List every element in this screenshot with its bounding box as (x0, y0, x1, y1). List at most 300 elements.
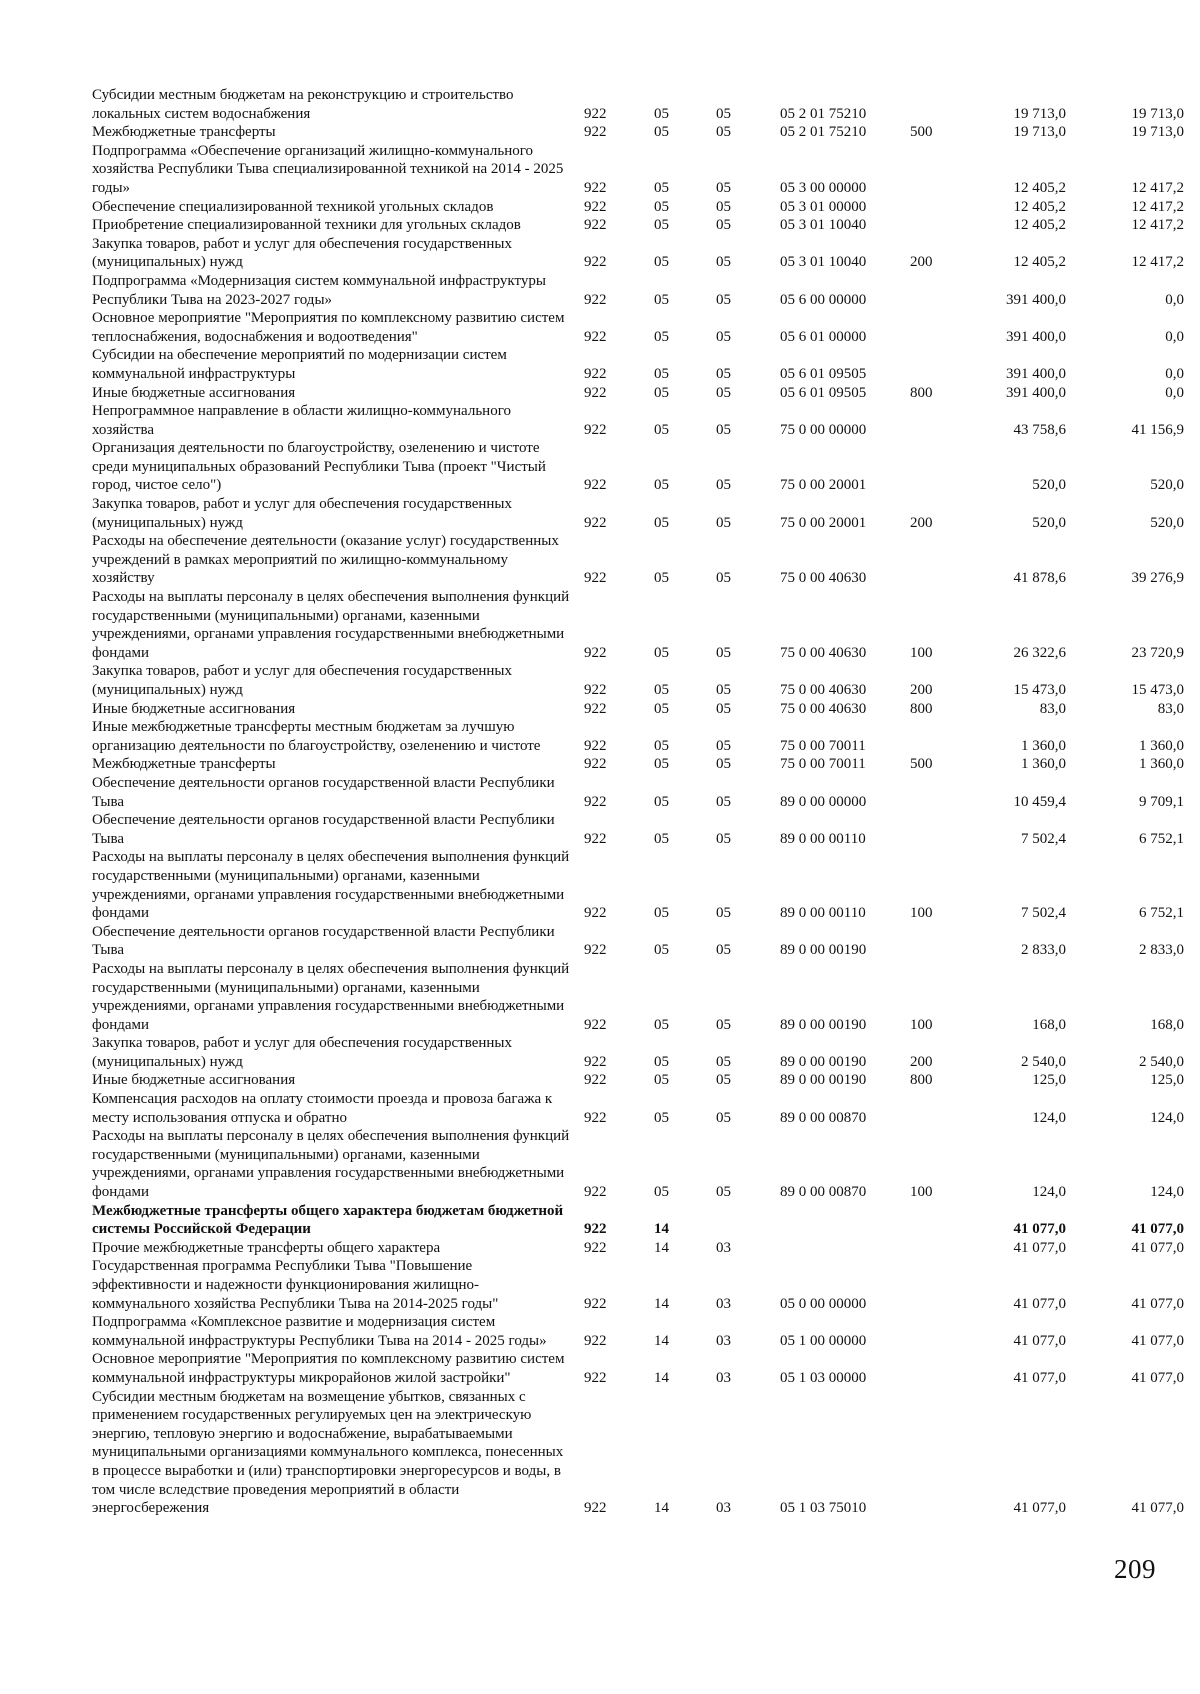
code-expense-type (910, 811, 956, 848)
code-expense-type (910, 402, 956, 439)
amount-year-2: 41 077,0 (1131, 1332, 1184, 1349)
table-row (92, 1127, 1192, 1201)
row-description: Иные бюджетные ассигнования (92, 1072, 296, 1089)
amount-year-1: 124,0 (1032, 1109, 1066, 1126)
code-expense-type (910, 1239, 956, 1258)
code-target-article: 89 0 00 00870 (780, 1109, 867, 1126)
table-row (92, 923, 1192, 960)
code-subsection: 05 (716, 756, 731, 773)
code-expense-type (910, 142, 956, 198)
row-description: Расходы на обеспечение деятельности (оказание услуг) государственных учреждений в рамках мероприятий по жилищно-коммунальному хозяйству (92, 533, 559, 587)
code-expense-type (910, 346, 956, 383)
code-subsection: 05 (716, 682, 731, 698)
row-description: Расходы на выплаты персоналу в целях обеспечения выполнения функций государственными (муниципальными) органами, казенными учреждениями, органами управления государственными внебюджетными фондами (92, 960, 570, 1033)
code-target-article: 05 3 01 00000 (780, 198, 867, 215)
code-expense-type: 100 (910, 1016, 933, 1033)
code-subsection: 05 (716, 700, 731, 717)
code-grbs: 922 (584, 514, 607, 531)
table-row (92, 439, 1192, 495)
amount-year-1: 391 400,0 (1006, 365, 1066, 382)
code-expense-type: 800 (910, 384, 933, 401)
amount-year-1: 15 473,0 (1013, 682, 1066, 698)
row-description: Обеспечение специализированной техникой угольных складов (92, 198, 494, 215)
amount-year-2: 2 833,0 (1139, 942, 1184, 959)
table-row (92, 1034, 1192, 1071)
amount-year-1: 124,0 (1032, 1184, 1066, 1201)
row-description: Субсидии местным бюджетам на возмещение убытков, связанных с применением государственных регулируемых цен на электрическую энергию, тепловую энергию и водоснабжение, вырабатываемыми муниципальными организациями коммунального комплекса, понесенных в процессе выработки и (или) транспортировки энергоресурсов и воды, в том числе вследствие проведения мероприятий в области энергосбережения (92, 1388, 564, 1517)
code-subsection: 05 (716, 124, 731, 141)
table-row (92, 402, 1192, 439)
amount-year-2: 41 077,0 (1131, 1221, 1184, 1238)
row-description: Организация деятельности по благоустройству, озеленению и чистоте среди муниципальных образований Республики Тыва (проект "Чистый город, чистое село") (92, 440, 546, 494)
code-section: 05 (654, 1109, 669, 1126)
code-expense-type (910, 1090, 956, 1127)
code-target-article: 75 0 00 20001 (780, 477, 867, 494)
row-description: Обеспечение деятельности органов государственной власти Республики Тыва (92, 812, 555, 847)
code-section: 05 (654, 905, 669, 922)
code-expense-type (910, 216, 956, 235)
code-section: 05 (654, 365, 669, 382)
amount-year-2: 12 417,2 (1131, 179, 1184, 196)
row-description: Закупка товаров, работ и услуг для обеспечения государственных (муниципальных) нужд (92, 235, 513, 271)
code-expense-type: 100 (910, 644, 933, 661)
amount-year-2: 0,0 (1165, 328, 1184, 345)
table-row (92, 755, 1192, 774)
code-subsection: 05 (716, 1053, 731, 1070)
code-subsection: 05 (716, 793, 731, 810)
amount-year-2: 0,0 (1165, 384, 1184, 401)
code-expense-type: 800 (910, 1072, 933, 1089)
code-target-article: 89 0 00 00110 (780, 830, 866, 847)
table-row (92, 198, 1192, 217)
code-subsection: 05 (716, 254, 731, 271)
table-row (92, 1239, 1192, 1258)
code-target-article: 05 6 01 00000 (780, 328, 867, 345)
amount-year-2: 12 417,2 (1131, 217, 1184, 234)
code-expense-type: 100 (910, 905, 933, 922)
code-expense-type (910, 1350, 956, 1387)
amount-year-2: 12 417,2 (1131, 198, 1184, 215)
amount-year-1: 7 502,4 (1021, 905, 1066, 922)
code-grbs: 922 (584, 328, 607, 345)
code-section: 14 (654, 1500, 669, 1517)
table-row (92, 272, 1192, 309)
code-grbs: 922 (584, 124, 607, 141)
code-expense-type (910, 1257, 956, 1313)
code-grbs: 922 (584, 421, 607, 438)
amount-year-2: 41 077,0 (1131, 1369, 1184, 1386)
code-grbs: 922 (584, 365, 607, 382)
code-subsection: 03 (716, 1332, 731, 1349)
code-grbs: 922 (584, 1332, 607, 1349)
code-subsection: 03 (716, 1500, 731, 1517)
code-expense-type (910, 1313, 956, 1350)
code-expense-type: 100 (910, 1184, 933, 1201)
row-description: Обеспечение деятельности органов государственной власти Республики Тыва (92, 774, 555, 810)
amount-year-1: 391 400,0 (1006, 328, 1066, 345)
code-subsection: 05 (716, 179, 731, 196)
amount-year-2: 41 077,0 (1131, 1295, 1184, 1312)
code-expense-type (910, 532, 956, 588)
amount-year-1: 7 502,4 (1021, 830, 1066, 847)
code-section: 05 (654, 737, 669, 754)
table-row (92, 346, 1192, 383)
amount-year-2: 520,0 (1150, 514, 1184, 531)
code-subsection: 03 (716, 1295, 731, 1312)
code-expense-type: 800 (910, 700, 933, 717)
code-target-article (768, 1239, 910, 1258)
code-expense-type: 200 (910, 1053, 933, 1070)
code-grbs: 922 (584, 198, 607, 215)
code-expense-type (910, 923, 956, 960)
code-section: 14 (654, 1369, 669, 1386)
code-grbs: 922 (584, 1072, 607, 1089)
table-row (92, 700, 1192, 719)
code-target-article: 75 0 00 20001 (780, 514, 867, 531)
code-target-article: 05 3 01 10040 (780, 254, 867, 271)
table-row (92, 216, 1192, 235)
code-expense-type (910, 1388, 956, 1518)
amount-year-1: 41 077,0 (1013, 1369, 1066, 1386)
code-target-article: 75 0 00 40630 (780, 644, 867, 661)
table-row (92, 495, 1192, 532)
code-section: 05 (654, 124, 669, 141)
code-subsection: 05 (716, 477, 731, 494)
code-grbs: 922 (584, 1500, 607, 1517)
table-row (92, 811, 1192, 848)
code-grbs: 922 (584, 570, 607, 587)
code-section: 05 (654, 477, 669, 494)
row-description: Закупка товаров, работ и услуг для обеспечения государственных (муниципальных) нужд (92, 1035, 513, 1070)
code-section: 05 (654, 700, 669, 717)
code-target-article: 75 0 00 00000 (780, 421, 867, 438)
table-row (92, 309, 1192, 346)
code-subsection: 05 (716, 1184, 731, 1201)
row-description: Межбюджетные трансферты (92, 756, 276, 773)
code-section: 14 (654, 1332, 669, 1349)
amount-year-2: 41 077,0 (1131, 1500, 1184, 1517)
code-section: 05 (654, 179, 669, 196)
code-expense-type (910, 774, 956, 811)
code-target-article: 89 0 00 00190 (780, 1072, 867, 1089)
code-section: 05 (654, 570, 669, 587)
code-target-article: 05 2 01 75210 (780, 124, 867, 141)
code-grbs: 922 (584, 1221, 607, 1238)
table-row (92, 1090, 1192, 1127)
amount-year-1: 1 360,0 (1021, 737, 1066, 754)
code-section: 05 (654, 421, 669, 438)
row-description: Иные межбюджетные трансферты местным бюджетам за лучшую организацию деятельности по благоустройству, озеленению и чистоте (92, 719, 541, 754)
code-subsection: 05 (716, 291, 731, 308)
amount-year-2: 41 156,9 (1131, 421, 1184, 438)
amount-year-1: 26 322,6 (1013, 644, 1066, 661)
table-row (92, 960, 1192, 1034)
code-subsection: 03 (716, 1239, 731, 1256)
code-subsection: 05 (716, 198, 731, 215)
amount-year-2: 2 540,0 (1139, 1053, 1184, 1070)
table-row (92, 1257, 1192, 1313)
budget-table-body (92, 86, 1192, 1518)
code-subsection: 05 (716, 1016, 731, 1033)
code-target-article: 05 0 00 00000 (780, 1295, 867, 1312)
code-expense-type (910, 198, 956, 217)
code-target-article: 89 0 00 00190 (780, 1016, 867, 1033)
amount-year-2: 168,0 (1150, 1016, 1184, 1033)
amount-year-1: 1 360,0 (1021, 756, 1066, 773)
amount-year-1: 12 405,2 (1013, 254, 1066, 271)
code-subsection: 05 (716, 217, 731, 234)
code-target-article: 05 1 03 00000 (780, 1369, 867, 1386)
row-description: Расходы на выплаты персоналу в целях обеспечения выполнения функций государственными (муниципальными) органами, казенными учреждениями, органами управления государственными внебюджетными фондами (92, 589, 570, 661)
amount-year-2: 124,0 (1150, 1109, 1184, 1126)
code-section: 05 (654, 384, 669, 401)
amount-year-2: 0,0 (1165, 365, 1184, 382)
code-section: 05 (654, 217, 669, 234)
code-target-article: 89 0 00 00190 (780, 942, 867, 959)
code-grbs: 922 (584, 384, 607, 401)
amount-year-1: 168,0 (1032, 1016, 1066, 1033)
amount-year-1: 10 459,4 (1013, 793, 1066, 810)
code-target-article: 05 3 01 10040 (780, 217, 867, 234)
amount-year-1: 520,0 (1032, 514, 1066, 531)
code-section: 14 (654, 1239, 669, 1256)
table-row (92, 718, 1192, 755)
code-section: 05 (654, 514, 669, 531)
code-grbs: 922 (584, 217, 607, 234)
table-row (92, 848, 1192, 922)
code-target-article: 89 0 00 00110 (780, 905, 866, 922)
amount-year-1: 41 077,0 (1013, 1295, 1066, 1312)
table-row (92, 123, 1192, 142)
code-expense-type: 200 (910, 254, 933, 271)
code-target-article: 75 0 00 40630 (780, 700, 867, 717)
code-section: 05 (654, 644, 669, 661)
code-subsection: 05 (716, 1072, 731, 1089)
code-grbs: 922 (584, 477, 607, 494)
code-target-article: 05 6 00 00000 (780, 291, 867, 308)
amount-year-1: 125,0 (1032, 1072, 1066, 1089)
code-grbs: 922 (584, 1369, 607, 1386)
code-target-article (768, 1202, 910, 1239)
code-section: 05 (654, 756, 669, 773)
code-grbs: 922 (584, 1184, 607, 1201)
amount-year-2: 41 077,0 (1131, 1239, 1184, 1256)
amount-year-2: 125,0 (1150, 1072, 1184, 1089)
amount-year-2: 6 752,1 (1139, 830, 1184, 847)
code-subsection: 05 (716, 737, 731, 754)
budget-table (92, 86, 1192, 1518)
amount-year-1: 41 077,0 (1013, 1239, 1066, 1256)
table-row (92, 86, 1192, 123)
code-target-article: 75 0 00 70011 (780, 737, 866, 754)
code-subsection: 05 (716, 570, 731, 587)
amount-year-1: 43 758,6 (1013, 421, 1066, 438)
code-grbs: 922 (584, 737, 607, 754)
amount-year-1: 41 077,0 (1013, 1332, 1066, 1349)
code-expense-type: 200 (910, 682, 933, 698)
amount-year-1: 12 405,2 (1013, 198, 1066, 215)
row-description: Субсидии местным бюджетам на реконструкцию и строительство локальных систем водоснабжения (92, 87, 514, 122)
table-row (92, 588, 1192, 662)
code-section: 05 (654, 105, 669, 122)
code-target-article: 89 0 00 00190 (780, 1053, 867, 1070)
amount-year-2: 9 709,1 (1139, 793, 1184, 810)
row-description: Иные бюджетные ассигнования (92, 384, 296, 401)
amount-year-1: 12 405,2 (1013, 179, 1066, 196)
table-row (92, 235, 1192, 272)
amount-year-1: 391 400,0 (1006, 384, 1066, 401)
amount-year-1: 41 077,0 (1013, 1221, 1066, 1238)
code-section: 05 (654, 830, 669, 847)
code-grbs: 922 (584, 254, 607, 271)
code-grbs: 922 (584, 105, 607, 122)
row-description: Непрограммное направление в области жилищно-коммунального хозяйства (92, 403, 511, 438)
code-target-article: 05 2 01 75210 (780, 105, 867, 122)
code-subsection: 05 (716, 905, 731, 922)
code-expense-type: 500 (910, 756, 933, 773)
amount-year-2: 12 417,2 (1131, 254, 1184, 271)
amount-year-2: 0,0 (1165, 291, 1184, 308)
code-target-article: 75 0 00 40630 (780, 570, 867, 587)
amount-year-1: 2 833,0 (1021, 942, 1066, 959)
table-row (92, 532, 1192, 588)
code-subsection: 05 (716, 421, 731, 438)
row-description: Компенсация расходов на оплату стоимости проезда и провоза багажа к месту использования отпуска и обратно (92, 1091, 553, 1126)
table-row (92, 384, 1192, 403)
amount-year-2: 83,0 (1157, 700, 1184, 717)
table-row (92, 1313, 1192, 1350)
row-description: Межбюджетные трансферты общего характера бюджетам бюджетной системы Российской Федерации (92, 1202, 564, 1238)
table-row (92, 662, 1192, 699)
row-description: Подпрограмма «Модернизация систем коммунальной инфраструктуры Республики Тыва на 2023-2027 годы» (92, 272, 546, 308)
row-description: Закупка товаров, работ и услуг для обеспечения государственных (муниципальных) нужд (92, 496, 513, 531)
code-target-article: 05 3 00 00000 (780, 179, 867, 196)
code-subsection: 03 (716, 1369, 731, 1386)
amount-year-2: 1 360,0 (1139, 756, 1184, 773)
code-grbs: 922 (584, 291, 607, 308)
code-subsection: 05 (716, 830, 731, 847)
row-description: Государственная программа Республики Тыва "Повышение эффективности и надежности функционирования жилищно-коммунального хозяйства Республики Тыва на 2014-2025 годы" (92, 1258, 499, 1312)
amount-year-2: 15 473,0 (1131, 682, 1184, 698)
code-target-article: 89 0 00 00870 (780, 1184, 867, 1201)
code-section: 05 (654, 682, 669, 698)
amount-year-2: 520,0 (1150, 477, 1184, 494)
amount-year-1: 12 405,2 (1013, 217, 1066, 234)
amount-year-1: 83,0 (1039, 700, 1066, 717)
code-expense-type: 500 (910, 124, 933, 141)
row-description: Обеспечение деятельности органов государственной власти Республики Тыва (92, 923, 555, 959)
code-target-article: 05 1 00 00000 (780, 1332, 867, 1349)
amount-year-1: 19 713,0 (1013, 105, 1066, 122)
code-expense-type (910, 272, 956, 309)
table-row (92, 1202, 1192, 1239)
code-target-article: 75 0 00 70011 (780, 756, 866, 773)
amount-year-2: 23 720,9 (1131, 644, 1184, 661)
code-subsection: 05 (716, 1109, 731, 1126)
code-grbs: 922 (584, 682, 607, 698)
code-grbs: 922 (584, 793, 607, 810)
code-grbs: 922 (584, 179, 607, 196)
code-target-article: 05 6 01 09505 (780, 384, 867, 401)
row-description: Основное мероприятие "Мероприятия по комплексному развитию систем коммунальной инфраструктуры микрорайонов жилой застройки" (92, 1351, 565, 1386)
code-section: 05 (654, 291, 669, 308)
code-expense-type (910, 309, 956, 346)
code-grbs: 922 (584, 1239, 607, 1256)
code-subsection: 05 (716, 105, 731, 122)
amount-year-1: 2 540,0 (1021, 1053, 1066, 1070)
code-grbs: 922 (584, 700, 607, 717)
code-expense-type: 200 (910, 514, 933, 531)
code-section: 05 (654, 198, 669, 215)
code-target-article: 05 6 01 09505 (780, 365, 867, 382)
amount-year-1: 520,0 (1032, 477, 1066, 494)
amount-year-1: 19 713,0 (1013, 124, 1066, 141)
code-target-article: 89 0 00 00000 (780, 793, 867, 810)
amount-year-2: 1 360,0 (1139, 737, 1184, 754)
code-section: 05 (654, 1072, 669, 1089)
code-grbs: 922 (584, 1016, 607, 1033)
code-grbs: 922 (584, 830, 607, 847)
amount-year-2: 124,0 (1150, 1184, 1184, 1201)
amount-year-2: 19 713,0 (1131, 105, 1184, 122)
code-expense-type (910, 1202, 956, 1239)
amount-year-1: 41 077,0 (1013, 1500, 1066, 1517)
row-description: Субсидии на обеспечение мероприятий по модернизации систем коммунальной инфраструктуры (92, 347, 507, 382)
code-expense-type (910, 86, 956, 123)
code-grbs: 922 (584, 942, 607, 959)
code-section: 05 (654, 254, 669, 271)
row-description: Подпрограмма «Обеспечение организаций жилищно-коммунального хозяйства Республики Тыва специализированной техникой на 2014 - 2025 годы» (92, 142, 564, 196)
code-section: 05 (654, 793, 669, 810)
code-expense-type (910, 718, 956, 755)
code-section: 05 (654, 1184, 669, 1201)
code-subsection: 05 (716, 365, 731, 382)
row-description: Иные бюджетные ассигнования (92, 700, 296, 717)
code-subsection: 05 (716, 942, 731, 959)
code-subsection: 05 (716, 384, 731, 401)
code-grbs: 922 (584, 905, 607, 922)
code-section: 05 (654, 1016, 669, 1033)
code-section: 14 (654, 1221, 669, 1238)
table-row (92, 1071, 1192, 1090)
row-description: Приобретение специализированной техники для угольных складов (92, 217, 521, 234)
code-grbs: 922 (584, 644, 607, 661)
code-grbs: 922 (584, 1053, 607, 1070)
code-section: 14 (654, 1295, 669, 1312)
amount-year-2: 19 713,0 (1131, 124, 1184, 141)
code-subsection: 05 (716, 644, 731, 661)
code-grbs: 922 (584, 1295, 607, 1312)
row-description: Прочие межбюджетные трансферты общего характера (92, 1239, 441, 1256)
row-description: Расходы на выплаты персоналу в целях обеспечения выполнения функций государственными (муниципальными) органами, казенными учреждениями, органами управления государственными внебюджетными фондами (92, 849, 570, 922)
row-description: Расходы на выплаты персоналу в целях обеспечения выполнения функций государственными (муниципальными) органами, казенными учреждениями, органами управления государственными внебюджетными фондами (92, 1128, 570, 1201)
page-number: 209 (1114, 1554, 1156, 1584)
amount-year-1: 41 878,6 (1013, 570, 1066, 587)
code-subsection: 05 (716, 328, 731, 345)
code-expense-type (910, 439, 956, 495)
code-target-article: 05 1 03 75010 (780, 1500, 867, 1517)
code-subsection (706, 1202, 768, 1239)
code-section: 05 (654, 1053, 669, 1070)
table-row (92, 1350, 1192, 1387)
code-grbs: 922 (584, 756, 607, 773)
code-grbs: 922 (584, 1109, 607, 1126)
row-description: Основное мероприятие "Мероприятия по комплексному развитию систем теплоснабжения, водоснабжения и водоотведения" (92, 310, 565, 345)
row-description: Межбюджетные трансферты (92, 124, 276, 141)
amount-year-1: 391 400,0 (1006, 291, 1066, 308)
row-description: Закупка товаров, работ и услуг для обеспечения государственных (муниципальных) нужд (92, 663, 513, 698)
row-description: Подпрограмма «Комплексное развитие и модернизация систем коммунальной инфраструктуры Республики Тыва на 2014 - 2025 годы» (92, 1314, 547, 1349)
